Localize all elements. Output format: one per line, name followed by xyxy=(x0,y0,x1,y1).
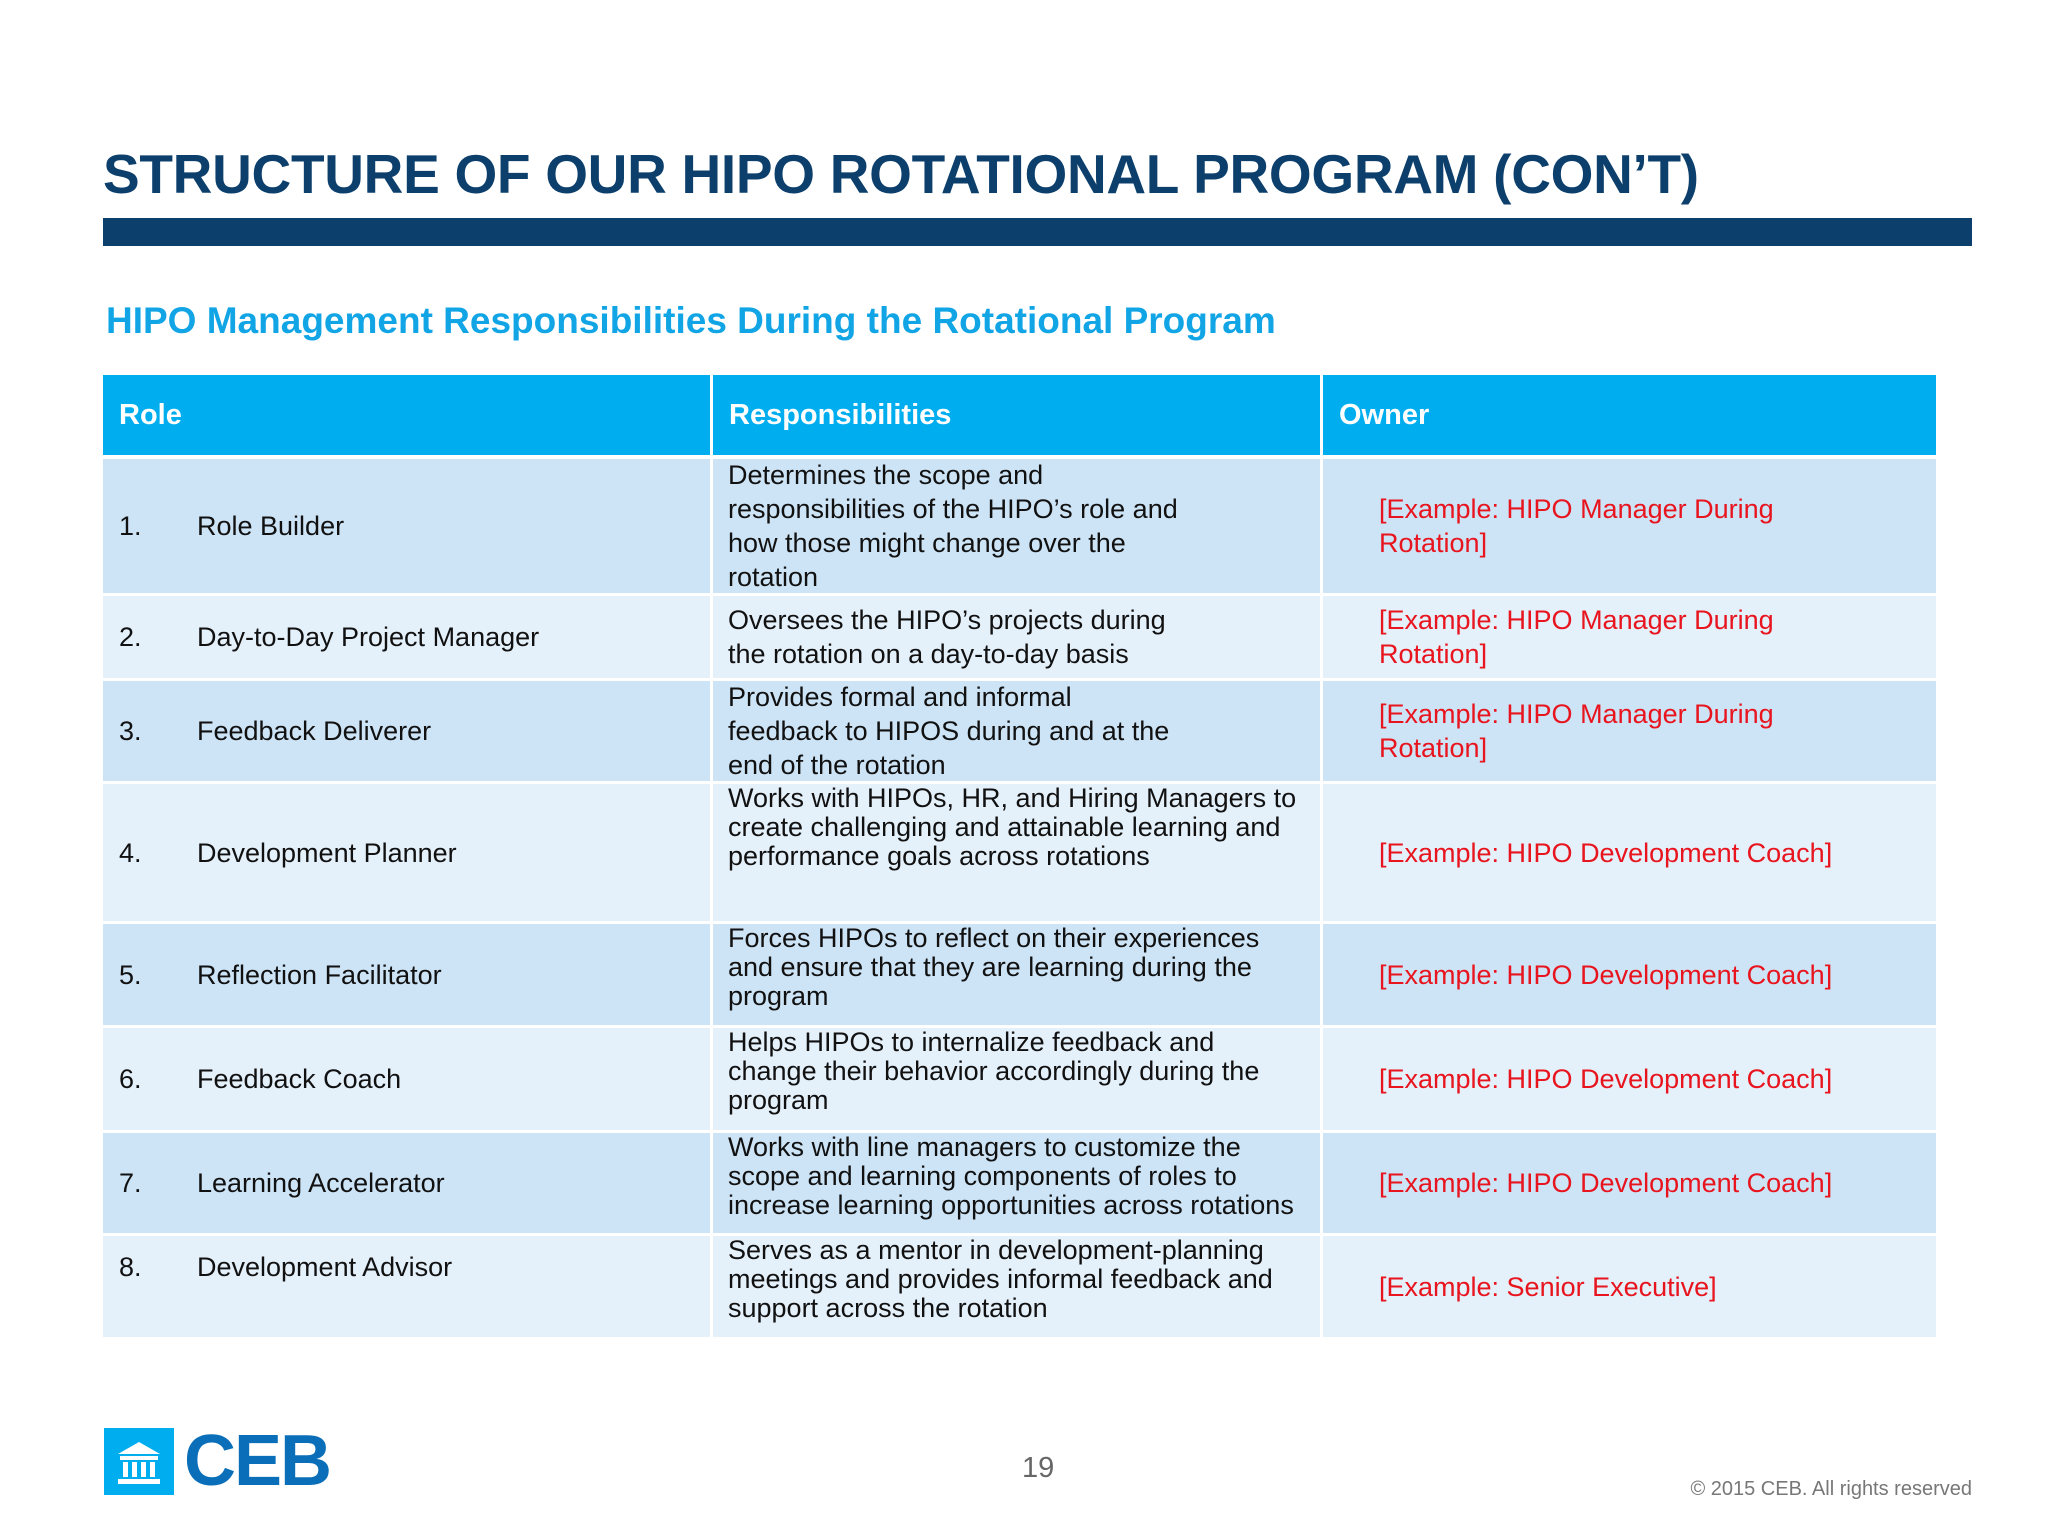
row-number: 5. xyxy=(119,959,142,990)
header-responsibilities: Responsibilities xyxy=(713,375,1323,459)
slide-title: STRUCTURE OF OUR HIPO ROTATIONAL PROGRAM (CON’T) xyxy=(103,143,1699,205)
row-2-responsibility xyxy=(713,596,1323,681)
bank-building-icon xyxy=(104,1428,174,1495)
role-name: Reflection Facilitator xyxy=(197,959,442,990)
row-number: 8. xyxy=(119,1252,142,1282)
role-name: Day-to-Day Project Manager xyxy=(197,622,540,652)
owner-text: [Example: Senior Executive] xyxy=(1379,1271,1717,1302)
role-name: Role Builder xyxy=(197,511,345,541)
row-7-owner xyxy=(1323,1133,1936,1236)
header-role: Role xyxy=(103,375,713,459)
role-name: Learning Accelerator xyxy=(197,1168,445,1198)
row-3-responsibility xyxy=(713,681,1323,784)
row-number: 4. xyxy=(119,837,142,868)
role-name: Feedback Coach xyxy=(197,1064,402,1094)
title-divider-bar xyxy=(103,218,1972,246)
responsibility-text: Forces HIPOs to reflect on their experiences and ensure that they are learning during the program xyxy=(728,923,1260,1011)
ceb-logo xyxy=(104,1421,331,1501)
row-3-role xyxy=(103,681,713,784)
row-6-owner xyxy=(1323,1028,1936,1133)
row-number: 7. xyxy=(119,1168,142,1198)
row-2-owner xyxy=(1323,596,1936,681)
responsibility-text: Determines the scope and responsibilities of the HIPO’s role and how those might change over the rotation xyxy=(728,460,1178,592)
row-number: 1. xyxy=(119,511,142,541)
row-1-owner xyxy=(1323,459,1936,596)
row-6-role xyxy=(103,1028,713,1133)
header-owner: Owner xyxy=(1323,375,1936,459)
owner-text: [Example: HIPO Development Coach] xyxy=(1379,837,1833,868)
responsibility-text: Serves as a mentor in development-planning meetings and provides informal feedback and support across the rotation xyxy=(728,1235,1273,1323)
row-4-role xyxy=(103,784,713,924)
responsibilities-table xyxy=(103,375,1936,1340)
owner-text: [Example: HIPO Development Coach] xyxy=(1379,959,1833,990)
responsibility-text: Works with HIPOs, HR, and Hiring Managers to create challenging and attainable learning and performance goals across rotations xyxy=(728,783,1297,871)
row-4-owner xyxy=(1323,784,1936,924)
owner-text: [Example: HIPO Development Coach] xyxy=(1379,1064,1833,1094)
responsibility-text: Provides formal and informal feedback to HIPOS during and at the end of the rotation xyxy=(728,682,1170,780)
owner-text: [Example: HIPO Manager During Rotation] xyxy=(1379,699,1774,763)
row-8-responsibility xyxy=(713,1236,1323,1340)
copyright-notice: © 2015 CEB. All rights reserved xyxy=(1690,1478,1972,1500)
row-8-owner xyxy=(1323,1236,1936,1340)
owner-text: [Example: HIPO Manager During Rotation] xyxy=(1379,605,1774,669)
responsibility-text: Helps HIPOs to internalize feedback and change their behavior accordingly during the program xyxy=(728,1027,1260,1115)
row-number: 6. xyxy=(119,1064,142,1094)
row-6-responsibility xyxy=(713,1028,1323,1133)
row-7-role xyxy=(103,1133,713,1236)
row-number: 3. xyxy=(119,716,142,746)
row-8-role xyxy=(103,1236,713,1340)
responsibility-text: Oversees the HIPO’s projects during the rotation on a day-to-day basis xyxy=(728,605,1166,669)
role-name: Development Advisor xyxy=(197,1252,453,1282)
row-5-role xyxy=(103,924,713,1028)
row-1-role xyxy=(103,459,713,596)
row-2-role xyxy=(103,596,713,681)
row-3-owner xyxy=(1323,681,1936,784)
logo-wordmark: CEB xyxy=(184,1421,331,1501)
role-name: Development Planner xyxy=(197,837,457,868)
owner-text: [Example: HIPO Development Coach] xyxy=(1379,1168,1833,1198)
row-5-owner xyxy=(1323,924,1936,1028)
row-number: 2. xyxy=(119,622,142,652)
row-4-responsibility xyxy=(713,784,1323,924)
table-subtitle: HIPO Management Responsibilities During the Rotational Program xyxy=(106,300,1276,341)
owner-text: [Example: HIPO Manager During Rotation] xyxy=(1379,494,1774,558)
row-5-responsibility xyxy=(713,924,1323,1028)
row-7-responsibility xyxy=(713,1133,1323,1236)
row-1-responsibility xyxy=(713,459,1323,596)
page-number: 19 xyxy=(1022,1452,1055,1484)
role-name: Feedback Deliverer xyxy=(197,716,432,746)
responsibility-text: Works with line managers to customize the scope and learning components of roles to increase learning opportunities across rotations xyxy=(728,1132,1294,1220)
